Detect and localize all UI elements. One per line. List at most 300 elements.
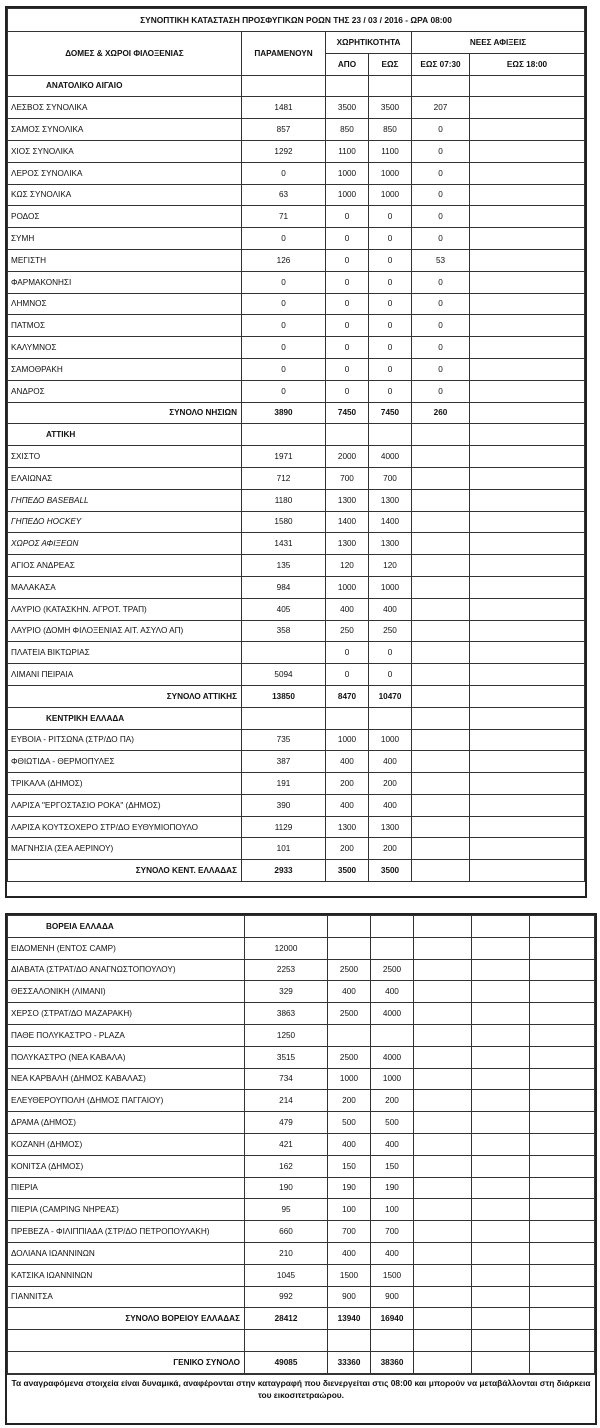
empty-cell: [472, 1133, 530, 1155]
arrivals-0730-value: [412, 642, 470, 664]
empty-cell: [530, 1330, 595, 1352]
remaining-value: 210: [245, 1242, 328, 1264]
facility-name: ΦΘΙΩΤΙΔΑ - ΘΕΡΜΟΠΥΛΕΣ: [8, 751, 242, 773]
remaining-value: 2253: [245, 959, 328, 981]
empty-cell: [414, 1003, 472, 1025]
capacity-from-value: 2500: [328, 1046, 371, 1068]
arrivals-1800-value: [470, 467, 585, 489]
arrivals-0730-value: 0: [412, 293, 470, 315]
empty-cell: [472, 916, 530, 938]
capacity-to-value: 200: [369, 773, 412, 795]
spacer-row: [8, 1330, 595, 1352]
capacity-to-value: 0: [369, 664, 412, 686]
capacity-to-value: 1100: [369, 140, 412, 162]
empty-cell: [530, 1177, 595, 1199]
facility-name: ΠΑΤΜΟΣ: [8, 315, 242, 337]
arrivals-0730-value: 0: [412, 271, 470, 293]
total-capacity-from: 33360: [328, 1351, 371, 1373]
total-label: ΓΕΝΙΚΟ ΣΥΝΟΛΟ: [8, 1351, 245, 1373]
total-capacity-to: 7450: [369, 402, 412, 424]
capacity-from-value: 100: [328, 1199, 371, 1221]
facility-name: ΕΥΒΟΙΑ - ΡΙΤΣΩΝΑ (ΣΤΡ/ΔΟ ΠΑ): [8, 729, 242, 751]
table-row: [8, 1090, 595, 1112]
remaining-value: 214: [245, 1090, 328, 1112]
table-row: [8, 664, 585, 686]
facility-name: ΔΡΑΜΑ (ΔΗΜΟΣ): [8, 1112, 245, 1134]
empty-cell: [414, 1199, 472, 1221]
empty-cell: [472, 1286, 530, 1308]
capacity-to-value: 100: [371, 1199, 414, 1221]
capacity-from-value: [328, 937, 371, 959]
section-header-row: [8, 424, 585, 446]
capacity-to-value: 1000: [369, 184, 412, 206]
remaining-value: 1580: [242, 511, 326, 533]
facility-name: ΛΑΥΡΙΟ (ΔΟΜΗ ΦΙΛΟΞΕΝΙΑΣ ΑΙΤ. ΑΣΥΛΟ ΑΠ): [8, 620, 242, 642]
capacity-from-value: 400: [326, 598, 369, 620]
capacity-to-value: 2500: [371, 959, 414, 981]
grand-total-row: [8, 1351, 595, 1373]
empty-cell: [472, 959, 530, 981]
table-row: [8, 1112, 595, 1134]
facility-name: ΦΑΡΜΑΚΟΝΗΣΙ: [8, 271, 242, 293]
arrivals-0730-value: [412, 794, 470, 816]
capacity-from-value: 200: [326, 773, 369, 795]
table-row: [8, 959, 595, 981]
arrivals-1800-value: [470, 511, 585, 533]
header-capacity: ΧΩΡΗΤΙΚΟΤΗΤΑ: [326, 32, 412, 54]
total-remaining: 13850: [242, 685, 326, 707]
remaining-value: 0: [242, 358, 326, 380]
remaining-value: 1431: [242, 533, 326, 555]
capacity-to-value: 0: [369, 358, 412, 380]
facility-name: ΕΛΑΙΩΝΑΣ: [8, 467, 242, 489]
total-row: [8, 402, 585, 424]
empty-cell: [472, 1242, 530, 1264]
empty-cell: [472, 1308, 530, 1330]
empty-cell: [472, 1330, 530, 1352]
table-row: [8, 489, 585, 511]
capacity-from-value: 900: [328, 1286, 371, 1308]
remaining-value: 0: [242, 315, 326, 337]
empty-cell: [414, 1024, 472, 1046]
facility-name: ΕΙΔΟΜΕΝΗ (ΕΝΤΟΣ CAMP): [8, 937, 245, 959]
remaining-value: 660: [245, 1221, 328, 1243]
empty-cell: [326, 707, 369, 729]
arrivals-0730-value: 53: [412, 249, 470, 271]
capacity-to-value: 1400: [369, 511, 412, 533]
empty-cell: [371, 1330, 414, 1352]
capacity-to-value: 0: [369, 337, 412, 359]
table-row: [8, 1242, 595, 1264]
arrivals-0730-value: 207: [412, 97, 470, 119]
arrivals-1800-value: [470, 751, 585, 773]
empty-cell: [530, 1003, 595, 1025]
remaining-value: 358: [242, 620, 326, 642]
table-row: [8, 555, 585, 577]
capacity-to-value: 200: [369, 838, 412, 860]
empty-cell: [242, 424, 326, 446]
capacity-to-value: 400: [371, 981, 414, 1003]
arrivals-0730-value: [412, 838, 470, 860]
capacity-from-value: 200: [326, 838, 369, 860]
table-row: [8, 1177, 595, 1199]
arrivals-0730-value: 0: [412, 206, 470, 228]
arrivals-1800-value: [470, 206, 585, 228]
capacity-from-value: 3500: [326, 97, 369, 119]
empty-cell: [414, 1177, 472, 1199]
empty-cell: [371, 916, 414, 938]
facility-name: ΝΕΑ ΚΑΡΒΑΛΗ (ΔΗΜΟΣ ΚΑΒΑΛΑΣ): [8, 1068, 245, 1090]
table-row: [8, 337, 585, 359]
empty-cell: [414, 1286, 472, 1308]
arrivals-0730-value: [412, 729, 470, 751]
header-until-0730: ΕΩΣ 07:30: [412, 53, 470, 75]
empty-cell: [472, 981, 530, 1003]
table-row: [8, 1003, 595, 1025]
arrivals-1800-value: [470, 337, 585, 359]
facility-name: ΛΕΡΟΣ ΣΥΝΟΛΙΚΑ: [8, 162, 242, 184]
capacity-from-value: 700: [328, 1221, 371, 1243]
remaining-value: 95: [245, 1199, 328, 1221]
facility-name: ΣΧΙΣΤΟ: [8, 446, 242, 468]
empty-cell: [414, 1046, 472, 1068]
empty-cell: [530, 1351, 595, 1373]
empty-cell: [530, 1155, 595, 1177]
header-row-1: [8, 32, 585, 54]
capacity-to-value: 0: [369, 293, 412, 315]
title-row: [8, 9, 585, 32]
remaining-value: 1129: [242, 816, 326, 838]
remaining-value: 857: [242, 119, 326, 141]
facility-name: ΘΕΣΣΑΛΟΝΙΚΗ (ΛΙΜΑΝΙ): [8, 981, 245, 1003]
capacity-to-value: 850: [369, 119, 412, 141]
capacity-from-value: [328, 1024, 371, 1046]
facility-name: ΜΑΛΑΚΑΣΑ: [8, 576, 242, 598]
arrivals-1800-value: [470, 228, 585, 250]
remaining-value: 135: [242, 555, 326, 577]
empty-cell: [472, 937, 530, 959]
total-arrivals-1800: [470, 402, 585, 424]
facility-name: ΑΝΔΡΟΣ: [8, 380, 242, 402]
header-until-1800: ΕΩΣ 18:00: [470, 53, 585, 75]
capacity-from-value: 0: [326, 271, 369, 293]
header-remaining: ΠΑΡΑΜΕΝΟΥΝ: [242, 32, 326, 76]
empty-cell: [530, 937, 595, 959]
facility-name: ΛΙΜΑΝΙ ΠΕΙΡΑΙΑ: [8, 664, 242, 686]
facility-name: ΧΕΡΣΟ (ΣΤΡΑΤ/ΔΟ ΜΑΖΑΡΑΚΗ): [8, 1003, 245, 1025]
facility-name: ΛΑΡΙΣΑ ΚΟΥΤΣΟΧΕΡΟ ΣΤΡ/ΔΟ ΕΥΘΥΜΙΟΠΟΥΛΟ: [8, 816, 242, 838]
facility-name: ΛΕΣΒΟΣ ΣΥΝΟΛΙΚΑ: [8, 97, 242, 119]
facility-name: ΜΑΓΝΗΣΙΑ (ΣΕΑ ΑΕΡΙΝΟΥ): [8, 838, 242, 860]
empty-cell: [242, 75, 326, 97]
table-row: [8, 576, 585, 598]
north-greece-table: [7, 915, 595, 1374]
capacity-from-value: 850: [326, 119, 369, 141]
capacity-from-value: 1000: [328, 1068, 371, 1090]
facility-name: ΣΑΜΟΘΡΑΚΗ: [8, 358, 242, 380]
remaining-value: 479: [245, 1112, 328, 1134]
table-row: [8, 1264, 595, 1286]
arrivals-0730-value: 0: [412, 140, 470, 162]
facility-name: ΠΟΛΥΚΑΣΤΡΟ (ΝΕΑ ΚΑΒΑΛΑ): [8, 1046, 245, 1068]
arrivals-1800-value: [470, 794, 585, 816]
empty-cell: [530, 1308, 595, 1330]
table-row: [8, 249, 585, 271]
table-row: [8, 315, 585, 337]
arrivals-0730-value: [412, 467, 470, 489]
facility-name: ΚΟΖΑΝΗ (ΔΗΜΟΣ): [8, 1133, 245, 1155]
remaining-value: 387: [242, 751, 326, 773]
facility-name: ΓΗΠΕΔΟ BASEBALL: [8, 489, 242, 511]
arrivals-1800-value: [470, 271, 585, 293]
capacity-from-value: 500: [328, 1112, 371, 1134]
facility-name: ΓΗΠΕΔΟ HOCKEY: [8, 511, 242, 533]
empty-cell: [414, 959, 472, 981]
facility-name: ΑΓΙΟΣ ΑΝΔΡΕΑΣ: [8, 555, 242, 577]
total-arrivals-1800: [470, 685, 585, 707]
total-label: ΣΥΝΟΛΟ ΝΗΣΙΩΝ: [8, 402, 242, 424]
empty-cell: [8, 1330, 245, 1352]
capacity-to-value: 1300: [369, 533, 412, 555]
table-row: [8, 97, 585, 119]
table-row: [8, 1286, 595, 1308]
remaining-value: 0: [242, 293, 326, 315]
empty-cell: [414, 937, 472, 959]
remaining-value: 712: [242, 467, 326, 489]
table-row: [8, 620, 585, 642]
capacity-to-value: 0: [369, 206, 412, 228]
capacity-to-value: 0: [369, 315, 412, 337]
remaining-value: 329: [245, 981, 328, 1003]
remaining-value: 191: [242, 773, 326, 795]
section-title: ΑΤΤΙΚΗ: [8, 424, 242, 446]
capacity-from-value: 1300: [326, 533, 369, 555]
capacity-to-value: 120: [369, 555, 412, 577]
empty-cell: [412, 424, 470, 446]
table-row: [8, 1024, 595, 1046]
arrivals-1800-value: [470, 184, 585, 206]
header-from: ΑΠΟ: [326, 53, 369, 75]
capacity-to-value: 0: [369, 271, 412, 293]
arrivals-0730-value: [412, 511, 470, 533]
capacity-from-value: 0: [326, 337, 369, 359]
remaining-value: 1481: [242, 97, 326, 119]
empty-cell: [472, 1024, 530, 1046]
empty-cell: [326, 424, 369, 446]
empty-cell: [530, 1024, 595, 1046]
remaining-value: 992: [245, 1286, 328, 1308]
table-row: [8, 838, 585, 860]
arrivals-0730-value: 0: [412, 119, 470, 141]
capacity-from-value: 0: [326, 315, 369, 337]
capacity-to-value: 1500: [371, 1264, 414, 1286]
facility-name: ΚΟΝΙΤΣΑ (ΔΗΜΟΣ): [8, 1155, 245, 1177]
table-row: [8, 1221, 595, 1243]
facility-name: ΛΑΥΡΙΟ (ΚΑΤΑΣΚΗΝ. ΑΓΡΟΤ. ΤΡΑΠ): [8, 598, 242, 620]
table-row: [8, 184, 585, 206]
remaining-value: 0: [242, 337, 326, 359]
empty-cell: [530, 1199, 595, 1221]
empty-cell: [242, 707, 326, 729]
table-row: [8, 981, 595, 1003]
remaining-value: 5094: [242, 664, 326, 686]
summary-sheet-north: [5, 913, 597, 1425]
capacity-to-value: 1000: [369, 729, 412, 751]
total-capacity-to: 16940: [371, 1308, 414, 1330]
arrivals-1800-value: [470, 315, 585, 337]
capacity-from-value: 2000: [326, 446, 369, 468]
empty-cell: [414, 1330, 472, 1352]
arrivals-1800-value: [470, 140, 585, 162]
capacity-to-value: 1000: [369, 162, 412, 184]
capacity-to-value: 900: [371, 1286, 414, 1308]
capacity-from-value: 0: [326, 642, 369, 664]
table-row: [8, 816, 585, 838]
empty-cell: [472, 1090, 530, 1112]
empty-cell: [328, 916, 371, 938]
capacity-from-value: 1000: [326, 576, 369, 598]
arrivals-1800-value: [470, 380, 585, 402]
total-remaining: 2933: [242, 860, 326, 882]
capacity-to-value: 4000: [371, 1046, 414, 1068]
capacity-from-value: 0: [326, 358, 369, 380]
remaining-value: 421: [245, 1133, 328, 1155]
refugee-flows-table: [7, 8, 585, 882]
capacity-from-value: 1000: [326, 162, 369, 184]
capacity-from-value: 1400: [326, 511, 369, 533]
total-arrivals-0730: [412, 685, 470, 707]
capacity-from-value: 1500: [328, 1264, 371, 1286]
total-remaining: 28412: [245, 1308, 328, 1330]
empty-cell: [530, 916, 595, 938]
capacity-from-value: 1000: [326, 729, 369, 751]
empty-cell: [369, 75, 412, 97]
section-header-row: [8, 75, 585, 97]
capacity-from-value: 2500: [328, 1003, 371, 1025]
section-title: ΚΕΝΤΡΙΚΗ ΕΛΛΑΔΑ: [8, 707, 242, 729]
capacity-to-value: 0: [369, 380, 412, 402]
arrivals-0730-value: [412, 816, 470, 838]
capacity-from-value: 400: [328, 1133, 371, 1155]
remaining-value: 0: [242, 162, 326, 184]
empty-cell: [414, 981, 472, 1003]
total-capacity-from: 13940: [328, 1308, 371, 1330]
capacity-to-value: 0: [369, 249, 412, 271]
empty-cell: [414, 916, 472, 938]
arrivals-1800-value: [470, 97, 585, 119]
arrivals-0730-value: [412, 664, 470, 686]
empty-cell: [414, 1133, 472, 1155]
facility-name: ΔΙΑΒΑΤΑ (ΣΤΡΑΤ/ΔΟ ΑΝΑΓΝΩΣΤΟΠΟΥΛΟΥ): [8, 959, 245, 981]
arrivals-1800-value: [470, 838, 585, 860]
arrivals-0730-value: [412, 446, 470, 468]
remaining-value: 1180: [242, 489, 326, 511]
remaining-value: 0: [242, 271, 326, 293]
remaining-value: 101: [242, 838, 326, 860]
facility-name: ΧΩΡΟΣ ΑΦΙΞΕΩΝ: [8, 533, 242, 555]
arrivals-1800-value: [470, 293, 585, 315]
arrivals-1800-value: [470, 533, 585, 555]
capacity-from-value: 400: [328, 1242, 371, 1264]
arrivals-1800-value: [470, 598, 585, 620]
table-row: [8, 751, 585, 773]
remaining-value: 3863: [245, 1003, 328, 1025]
empty-cell: [472, 1199, 530, 1221]
empty-cell: [245, 916, 328, 938]
facility-name: ΓΙΑΝΝΙΤΣΑ: [8, 1286, 245, 1308]
remaining-value: 190: [245, 1177, 328, 1199]
remaining-value: 162: [245, 1155, 328, 1177]
empty-cell: [326, 75, 369, 97]
remaining-value: [242, 642, 326, 664]
arrivals-1800-value: [470, 620, 585, 642]
capacity-from-value: 1300: [326, 816, 369, 838]
footnote: Τα αναγραφόμενα στοιχεία είναι δυναμικά, αναφέρονται στην καταγραφή που διενεργείται στις 08:00 και μπορούν να μεταβάλλονται στη διάρκεια του εικοσιτετραώρου.: [11, 1377, 591, 1400]
arrivals-0730-value: [412, 751, 470, 773]
capacity-from-value: 1000: [326, 184, 369, 206]
empty-cell: [530, 1112, 595, 1134]
capacity-from-value: 250: [326, 620, 369, 642]
arrivals-1800-value: [470, 489, 585, 511]
table-row: [8, 380, 585, 402]
total-row: [8, 860, 585, 882]
table-row: [8, 511, 585, 533]
arrivals-1800-value: [470, 555, 585, 577]
section-title: ΒΟΡΕΙΑ ΕΛΛΑΔΑ: [8, 916, 245, 938]
empty-cell: [414, 1242, 472, 1264]
total-arrivals-1800: [470, 860, 585, 882]
capacity-to-value: 1000: [369, 576, 412, 598]
remaining-value: 0: [242, 228, 326, 250]
arrivals-0730-value: [412, 620, 470, 642]
capacity-to-value: [371, 1024, 414, 1046]
capacity-to-value: 0: [369, 642, 412, 664]
remaining-value: 405: [242, 598, 326, 620]
capacity-from-value: 1300: [326, 489, 369, 511]
capacity-from-value: 400: [328, 981, 371, 1003]
arrivals-1800-value: [470, 358, 585, 380]
arrivals-0730-value: [412, 555, 470, 577]
total-label: ΣΥΝΟΛΟ ΑΤΤΙΚΗΣ: [8, 685, 242, 707]
facility-name: ΠΡΕΒΕΖΑ - ΦΙΛΙΠΠΙΑΔΑ (ΣΤΡ/ΔΟ ΠΕΤΡΟΠΟΥΛΑΚΗ): [8, 1221, 245, 1243]
capacity-from-value: 0: [326, 249, 369, 271]
capacity-from-value: 0: [326, 228, 369, 250]
facility-name: ΣΑΜΟΣ ΣΥΝΟΛΙΚΑ: [8, 119, 242, 141]
capacity-from-value: 150: [328, 1155, 371, 1177]
arrivals-0730-value: 0: [412, 380, 470, 402]
arrivals-1800-value: [470, 119, 585, 141]
table-row: [8, 293, 585, 315]
empty-cell: [530, 1221, 595, 1243]
empty-cell: [530, 1242, 595, 1264]
capacity-from-value: 190: [328, 1177, 371, 1199]
table-row: [8, 533, 585, 555]
arrivals-0730-value: [412, 489, 470, 511]
remaining-value: 1292: [242, 140, 326, 162]
empty-cell: [369, 707, 412, 729]
capacity-to-value: 400: [369, 598, 412, 620]
capacity-from-value: 0: [326, 293, 369, 315]
facility-name: ΠΙΕΡΙΑ (CAMPING ΝΗΡΕΑΣ): [8, 1199, 245, 1221]
capacity-to-value: 400: [369, 751, 412, 773]
empty-cell: [472, 1046, 530, 1068]
capacity-to-value: 1300: [369, 816, 412, 838]
footnote-box: [7, 1374, 595, 1403]
capacity-to-value: 4000: [369, 446, 412, 468]
table-row: [8, 1133, 595, 1155]
total-arrivals-0730: 260: [412, 402, 470, 424]
arrivals-1800-value: [470, 446, 585, 468]
